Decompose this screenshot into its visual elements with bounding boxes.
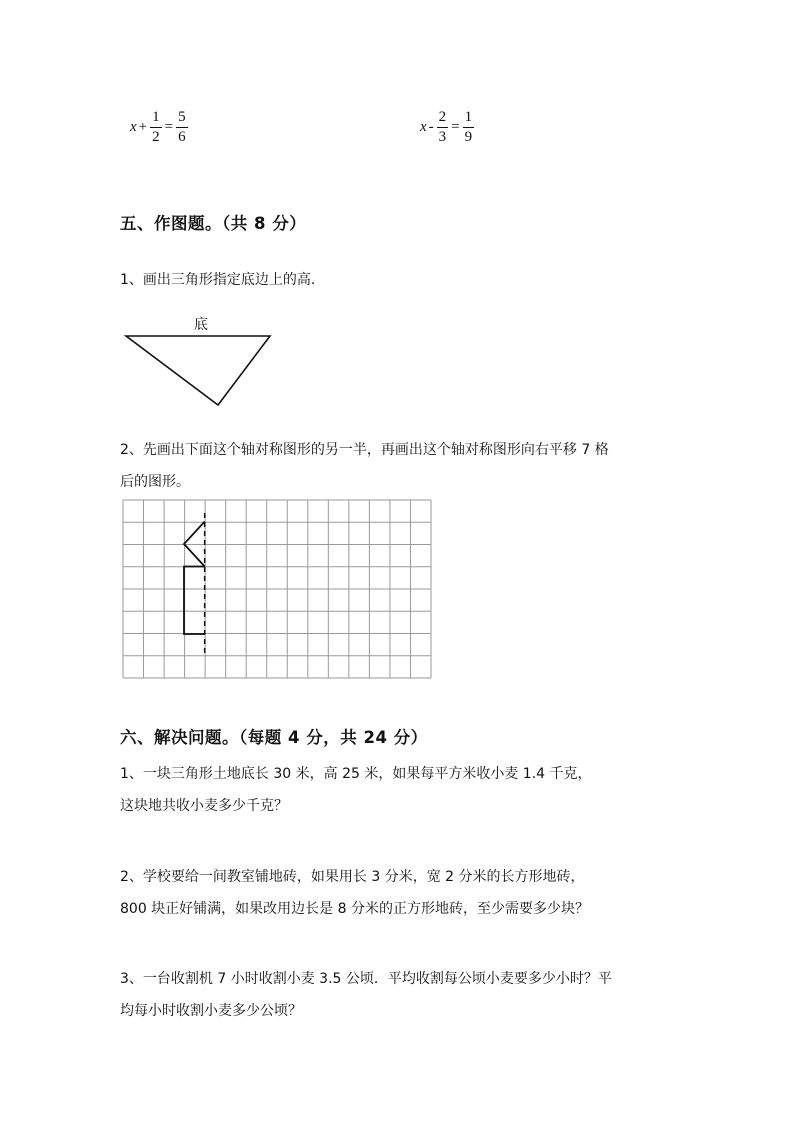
triangle-shape: [126, 336, 270, 405]
fraction-denominator: 3: [438, 129, 447, 145]
section-5-question-2: [120, 434, 700, 498]
question-line: 后的图形。: [120, 474, 190, 490]
section-6-question-3: [120, 963, 720, 1027]
equation-operator: -: [428, 119, 434, 135]
grid-svg: [122, 499, 432, 679]
equation-variable: x: [130, 119, 137, 135]
fraction-denominator: 9: [464, 129, 473, 145]
equation-1: [130, 110, 189, 145]
equation-variable: x: [420, 119, 427, 135]
equals-sign: =: [451, 119, 460, 135]
equation-operator: +: [138, 119, 148, 135]
half-figure-rectangle: [184, 567, 205, 635]
section-6-question-1: [120, 758, 700, 822]
question-line: 均每小时收割小麦多少公顷？: [120, 1003, 302, 1019]
question-line: 这块地共收小麦多少千克？: [120, 798, 288, 814]
question-line: 800 块正好铺满，如果改用边长是 8 分米的正方形地砖，至少需要多少块？: [120, 901, 589, 917]
section-6-heading: 六、解决问题。（每题 4 分，共 24 分）: [120, 728, 428, 747]
question-line: 3、一台收割机 7 小时收割小麦 3.5 公顷．平均收割每公顷小麦要多少小时？平: [120, 971, 612, 987]
fraction: [437, 110, 449, 145]
equation-2: [420, 110, 475, 145]
section-6-question-2: [120, 861, 720, 925]
fraction-numerator: 1: [150, 110, 162, 128]
fraction-numerator: 2: [437, 110, 449, 128]
fraction-denominator: 2: [152, 129, 160, 145]
fraction-numerator: 5: [176, 110, 188, 128]
fraction-numerator: 1: [463, 110, 475, 128]
fraction-denominator: 6: [178, 129, 186, 145]
fraction: [463, 110, 475, 145]
question-line: 2、先画出下面这个轴对称图形的另一半，再画出这个轴对称图形向右平移 7 格: [120, 442, 609, 458]
question-line: 2、学校要给一间教室铺地砖，如果用长 3 分米，宽 2 分米的长方形地砖，: [120, 869, 585, 885]
grid-figure: [122, 499, 432, 679]
section-5-heading: 五、作图题。（共 8 分）: [120, 214, 307, 233]
section-5-question-1: 1、画出三角形指定底边上的高.: [120, 272, 316, 288]
fraction: [176, 110, 188, 145]
question-line: 1、一块三角形土地底长 30 米，高 25 米，如果每平方米收小麦 1.4 千克，: [120, 766, 592, 782]
fraction: [150, 110, 162, 145]
triangle-figure: [118, 312, 278, 412]
triangle-base-label: 底: [194, 317, 208, 333]
equals-sign: =: [164, 119, 174, 135]
